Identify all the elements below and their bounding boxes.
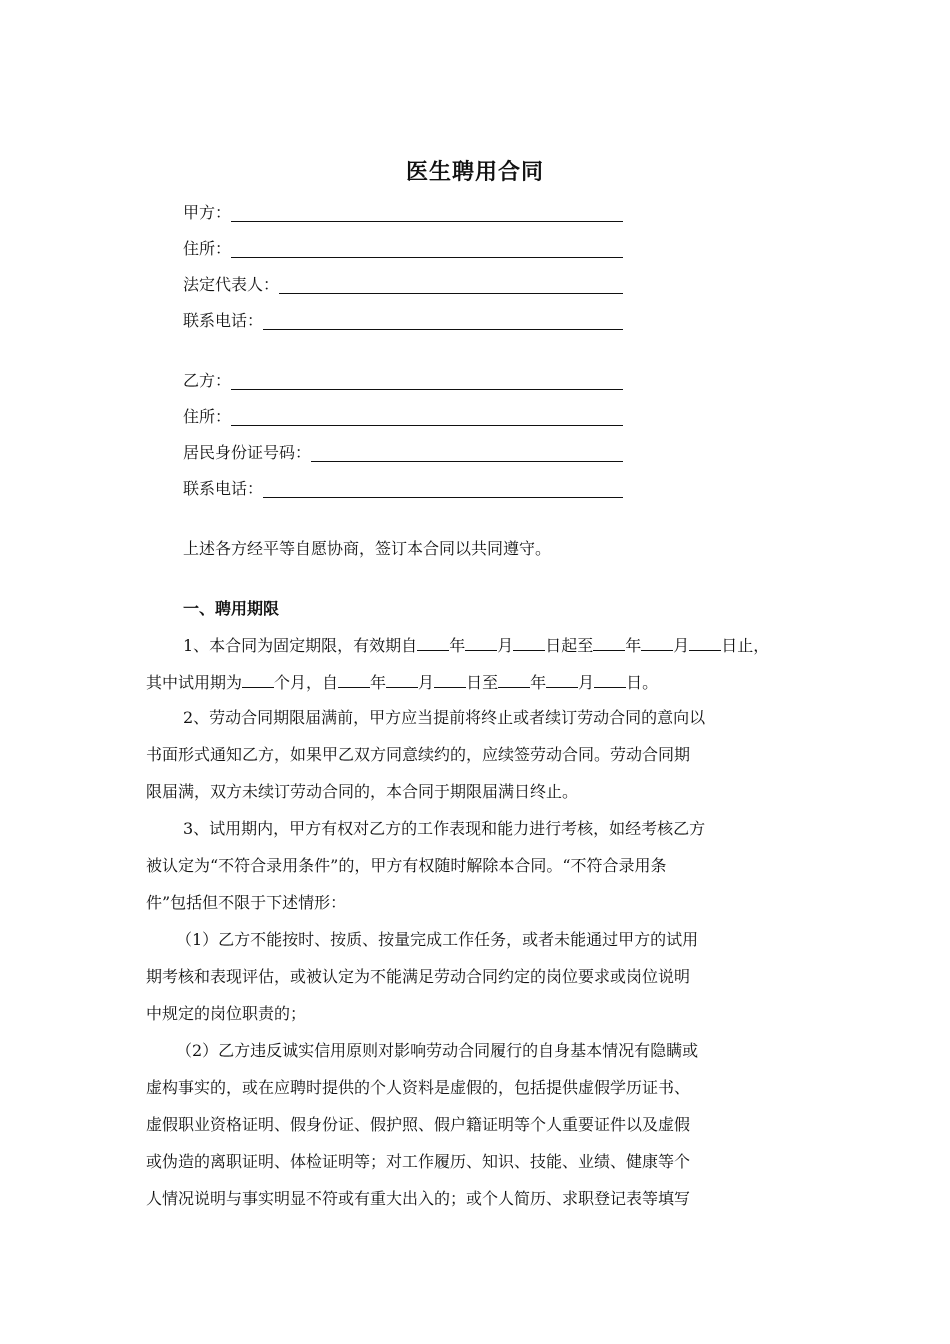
year-label: 年 [449, 636, 466, 655]
blank-probation-month-start[interactable] [386, 671, 418, 688]
party-b-address-field [183, 400, 623, 428]
clause3-line: 件”包括但不限于下述情形： [146, 893, 347, 912]
clause3-line: 被认定为“不符合录用条件”的，甲方有权随时解除本合同。“不符合录用条 [146, 856, 667, 875]
month-label: 月 [497, 636, 514, 655]
item1-line: 期考核和表现评估，或被认定为不能满足劳动合同约定的岗位要求或岗位说明 [146, 967, 691, 986]
party-b-id-field [183, 436, 623, 464]
month-label: 月 [418, 673, 435, 692]
party-b-phone-blank[interactable] [263, 479, 623, 498]
party-a-address-field [183, 232, 623, 260]
intro-paragraph: 上述各方经平等自愿协商，签订本合同以共同遵守。 [183, 539, 552, 558]
clause2-line: 2、劳动合同期限届满前，甲方应当提前将终止或者续订劳动合同的意向以 [183, 708, 706, 727]
blank-probation-year-end[interactable] [498, 671, 530, 688]
month-label: 月 [578, 673, 595, 692]
party-b-blank[interactable] [231, 371, 623, 390]
year-label: 年 [370, 673, 387, 692]
months-label: 个月，自 [274, 673, 339, 692]
party-b-phone-field [183, 472, 623, 500]
clause1-line1 [183, 634, 769, 657]
party-a-label: 甲方： [183, 203, 232, 222]
year-label: 年 [530, 673, 547, 692]
blank-probation-year-start[interactable] [338, 671, 370, 688]
party-a-blank[interactable] [231, 203, 623, 222]
day-from-label: 日起至 [545, 636, 594, 655]
clause1-line2 [146, 671, 658, 694]
party-b-phone-label: 联系电话： [183, 479, 264, 498]
party-a-address-blank[interactable] [231, 239, 623, 258]
section-heading: 一、聘用期限 [183, 599, 280, 618]
blank-day-start[interactable] [513, 634, 545, 651]
blank-year-end[interactable] [593, 634, 625, 651]
year-label: 年 [625, 636, 642, 655]
month-label: 月 [673, 636, 690, 655]
item2-line: 虚构事实的，或在应聘时提供的个人资料是虚假的，包括提供虚假学历证书、 [146, 1078, 691, 1097]
party-a-field [183, 196, 623, 224]
blank-probation-month-end[interactable] [546, 671, 578, 688]
party-a-legal-rep-field [183, 268, 623, 296]
blank-probation-months[interactable] [242, 671, 274, 688]
party-a-phone-field [183, 304, 623, 332]
blank-day-end[interactable] [689, 634, 721, 651]
clause2-line: 限届满，双方未续订劳动合同的，本合同于期限届满日终止。 [146, 782, 579, 801]
party-b-id-blank[interactable] [311, 443, 623, 462]
item2-line: （2）乙方违反诚实信用原则对影响劳动合同履行的自身基本情况有隐瞒或 [176, 1041, 699, 1060]
blank-year-start[interactable] [417, 634, 449, 651]
item1-line: 中规定的岗位职责的； [146, 1004, 307, 1023]
probation-text: 其中试用期为 [146, 673, 243, 692]
party-b-address-blank[interactable] [231, 407, 623, 426]
party-b-field [183, 364, 623, 392]
item2-line: 人情况说明与事实明显不符或有重大出入的；或个人简历、求职登记表等填写 [146, 1189, 691, 1208]
item1-line: （1）乙方不能按时、按质、按量完成工作任务，或者未能通过甲方的试用 [176, 930, 699, 949]
party-b-id-label: 居民身份证号码： [183, 443, 312, 462]
party-b-address-label: 住所： [183, 407, 232, 426]
document-title: 医生聘用合同 [405, 160, 544, 185]
period-label: 日。 [626, 673, 659, 692]
blank-probation-day-start[interactable] [434, 671, 466, 688]
party-a-phone-blank[interactable] [263, 311, 623, 330]
party-a-phone-label: 联系电话： [183, 311, 264, 330]
item2-line: 虚假职业资格证明、假身份证、假护照、假户籍证明等个人重要证件以及虚假 [146, 1115, 691, 1134]
clause2-line: 书面形式通知乙方，如果甲乙双方同意续约的，应续签劳动合同。劳动合同期 [146, 745, 691, 764]
item2-line: 或伪造的离职证明、体检证明等；对工作履历、知识、技能、业绩、健康等个 [146, 1152, 691, 1171]
clause1-text: 1、本合同为固定期限，有效期自 [183, 636, 418, 655]
day-to-label: 日至 [466, 673, 499, 692]
party-a-legal-rep-blank[interactable] [279, 275, 623, 294]
day-end-label: 日止， [721, 636, 770, 655]
blank-month-end[interactable] [641, 634, 673, 651]
blank-month-start[interactable] [465, 634, 497, 651]
party-a-address-label: 住所： [183, 239, 232, 258]
party-b-label: 乙方： [183, 371, 232, 390]
clause3-line: 3、试用期内，甲方有权对乙方的工作表现和能力进行考核，如经考核乙方 [183, 819, 706, 838]
party-a-legal-rep-label: 法定代表人： [183, 275, 280, 294]
blank-probation-day-end[interactable] [594, 671, 626, 688]
